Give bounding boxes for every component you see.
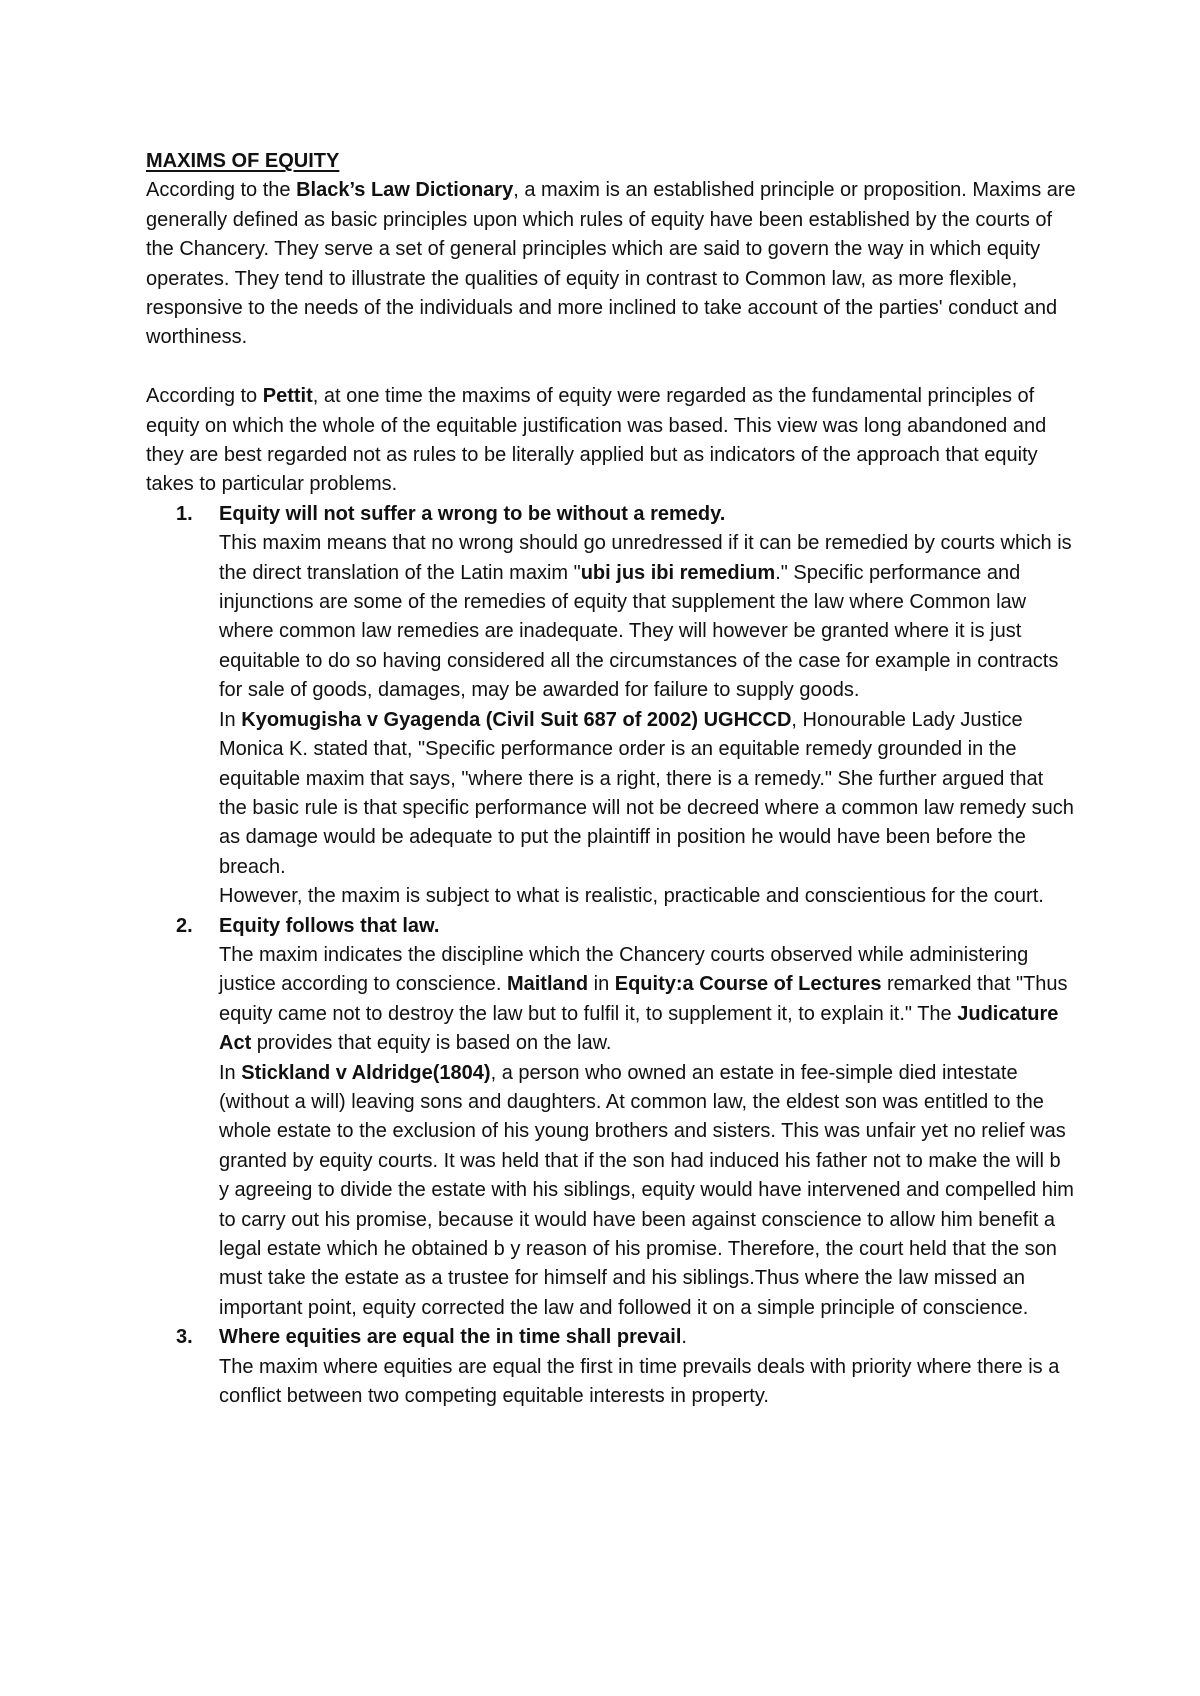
maxim-1-p1-text-a: This maxim means that no wrong should go unredressed if it can be remedied by courts which is the direct translation of the Latin maxim " — [219, 532, 1072, 584]
maxim-3-heading: Where equities are equal the in time shall prevail — [219, 1326, 682, 1349]
intro-p2-text-a: According to — [146, 385, 263, 408]
maxim-item-2 — [146, 912, 1076, 1324]
maxim-2-p1-bold-judicature: Judicature Act — [219, 1002, 1059, 1055]
intro-p2-bold-pettit: Pettit — [262, 385, 313, 408]
maxim-1-p1-text-c: ." Specific performance and injunctions are some of the remedies of equity that supplement the law where Common law where common law remedies are inadequate. They will however be granted where it is just equitable to do so having considered all the circumstances of the case for example in contracts for sale of goods, damages, may be awarded for failure to supply goods. — [219, 561, 1059, 702]
maxim-2-p1-text-a: The maxim indicates the discipline which the Chancery courts observed while administering justice according to conscience. — [219, 943, 1029, 996]
maxim-1-p1-bold-latin: ubi jus ibi remedium — [580, 561, 776, 584]
maxim-1-paragraph-3: However, the maxim is subject to what is realistic, practicable and conscientious for the court. — [219, 885, 1044, 908]
maxim-2-p2-text-c: , a person who owned an estate in fee-simple died intestate (without a will) leaving sons and daughters. At common law, the eldest son was entitled to the whole estate to the exclusion of his young brothers and sisters. This was unfair yet no relief was granted by equity courts. It was held that if the son had induced his father not to make the will b y agreeing to divide the estate with his siblings, equity would have intervened and compelled him to carry out his promise, because it would have been against conscience to allow him benefit a legal estate which he obtained b y reason of his promise. Therefore, the court held that the son must take the estate as a trustee for himself and his siblings.Thus where the law missed an important point, equity corrected the law and followed it on a simple principle of conscience. — [219, 1061, 1074, 1319]
maxim-2-p2-text-a: In — [219, 1061, 242, 1084]
document-page — [146, 147, 1076, 1411]
maxim-3-number: 3. — [176, 1326, 193, 1349]
maxim-1-p2-bold-case: Kyomugisha v Gyagenda (Civil Suit 687 of 2002) UGHCCD — [241, 708, 792, 731]
maxim-2-p2-bold-case: Stickland v Aldridge(1804) — [241, 1061, 491, 1084]
intro-p1-text-c: , a maxim is an established principle or proposition. Maxims are generally defined as basic principles upon which rules of equity have been established by the courts of the Chancery. They serve a set of general principles which are said to govern the way in which equity operates. They tend to illustrate the qualities of equity in contrast to Common law, as more flexible, responsive to the needs of the individuals and more inclined to take account of the parties' conduct and worthiness. — [146, 179, 1076, 349]
maxim-2-heading: Equity follows that law. — [219, 914, 440, 937]
maxim-3-paragraph-1: The maxim where equities are equal the first in time prevails deals with priority where there is a conflict between two competing equitable interests in property. — [219, 1355, 1060, 1408]
maxim-1-p2-text-a: In — [219, 708, 242, 731]
maxim-3-heading-tail: . — [681, 1326, 687, 1349]
maxims-list — [146, 500, 1076, 1412]
maxim-2-paragraph-1 — [219, 941, 1076, 1059]
document-title: MAXIMS OF EQUITY — [146, 150, 340, 172]
intro-p2-text-c: , at one time the maxims of equity were regarded as the fundamental principles of equity on which the whole of the equitable justification was based. This view was long abandoned and they are best regarded not as rules to be literally applied but as indicators of the approach that equity takes to particular problems. — [146, 385, 1047, 496]
intro-paragraph-2 — [146, 382, 1076, 500]
maxim-1-p2-text-c: , Honourable Lady Justice Monica K. stated that, "Specific performance order is an equitable remedy grounded in the equitable maxim that says, "where there is a right, there is a remedy." She further argued that the basic rule is that specific performance will not be decreed where a common law remedy such as damage would be adequate to put the plaintiff in position he would have been before the breach. — [219, 708, 1074, 878]
maxim-1-heading: Equity will not suffer a wrong to be without a remedy. — [219, 502, 726, 525]
maxim-2-p1-bold-maitland: Maitland — [506, 973, 589, 996]
maxim-2-number: 2. — [176, 914, 193, 937]
maxim-1-paragraph-2 — [219, 706, 1076, 882]
maxim-2-p1-text-e: remarked that "Thus equity came not to destroy the law but to fulfil it, to supplement it, to explain it." The — [219, 973, 1068, 1025]
intro-paragraph-1 — [146, 176, 1076, 352]
intro-p1-bold-blacks: Black’s Law Dictionary — [296, 179, 514, 202]
maxim-2-p1-text-c: in — [588, 973, 615, 996]
maxim-3-heading-line — [219, 1323, 1076, 1352]
maxim-item-1 — [146, 500, 1076, 912]
paragraph-gap — [146, 353, 1076, 382]
maxim-item-3 — [146, 1323, 1076, 1411]
maxim-2-p1-text-g: provides that equity is based on the law. — [251, 1032, 612, 1055]
intro-p1-text-a: According to the — [146, 179, 297, 202]
maxim-1-number: 1. — [176, 502, 193, 525]
maxim-2-paragraph-2 — [219, 1059, 1076, 1324]
maxim-1-paragraph-1 — [219, 529, 1076, 705]
maxim-2-p1-bold-lectures: Equity:a Course of Lectures — [614, 973, 882, 996]
